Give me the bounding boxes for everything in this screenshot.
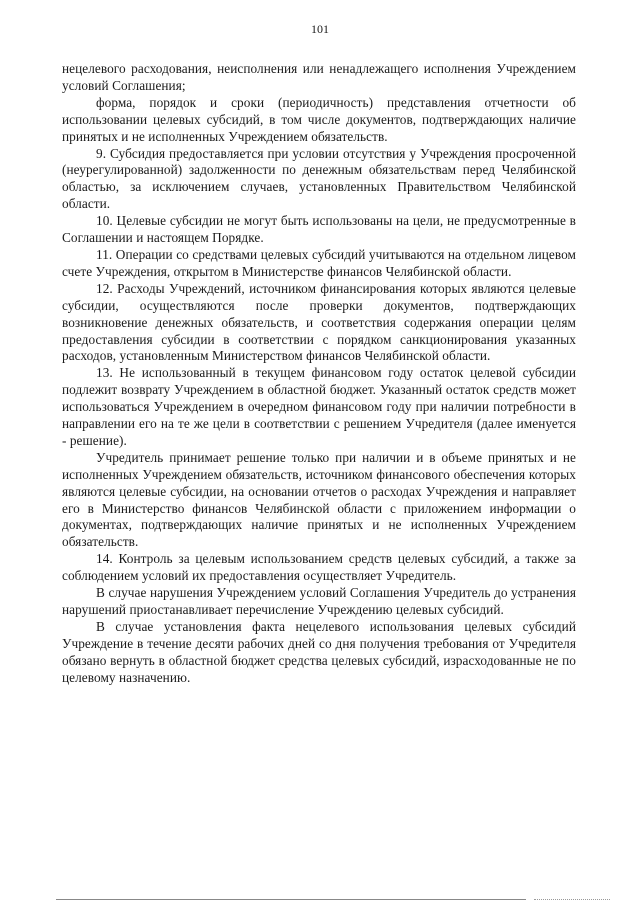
scan-edge-line-dotted (534, 899, 610, 900)
document-body (62, 61, 576, 687)
scan-edge-line (56, 899, 526, 900)
page-number: 101 (311, 22, 329, 36)
paragraph-clause-13: 13. Не использованный в текущем финансовом году остаток целевой субсидии подлежит возврату Учреждением в областной бюджет. Указанный остаток средств может использоваться Учреждением в очередном финансовом году при наличии потребности в направлении его на те же цели в соответствии с решением Учредителя (далее именуется - решение). (62, 365, 576, 448)
paragraph-clause-10: 10. Целевые субсидии не могут быть использованы на цели, не предусмотренные в Соглашении и настоящем Порядке. (62, 213, 576, 246)
paragraph-clause-14: 14. Контроль за целевым использованием средств целевых субсидий, а также за соблюдением условий их предоставления осуществляет Учредитель. (62, 551, 576, 584)
paragraph: форма, порядок и сроки (периодичность) представления отчетности об использовании целевых субсидий, в том числе документов, подтверждающих наличие принятых и не исполненных Учреждением обязательств. (62, 94, 576, 144)
paragraph: нецелевого расходования, неисполнения или ненадлежащего исполнения Учреждением условий Соглашения; (62, 61, 576, 93)
paragraph-clause-12: 12. Расходы Учреждений, источником финансирования которых являются целевые субсидии, осуществляются после проверки документов, подтверждающих возникновение денежных обязательств, и соответствия содержания операции целям предоставления субсидии в соответствии с порядком санкционирования указанных расходов, установленным Министерством финансов Челябинской области. (62, 280, 576, 364)
paragraph: Учредитель принимает решение только при наличии и в объеме принятых и не исполненных Учреждением обязательств, источником финансового обеспечения которых являются целевые субсидии, на основании отчетов о расходах Учреждения и направляет его в Министерство финансов Челябинской области с приложением информации о документах, подтверждающих наличие принятых и не исполненных Учреждением обязательств. (62, 449, 576, 550)
paragraph: В случае установления факта нецелевого использования целевых субсидий Учреждение в течение десяти рабочих дней со дня получения требования от Учредителя обязано вернуть в областной бюджет средства целевых субсидий, израсходованные не по целевому назначению. (62, 618, 576, 685)
paragraph-clause-11: 11. Операции со средствами целевых субсидий учитываются на отдельном лицевом счете Учреждения, открытом в Министерстве финансов Челябинской области. (62, 246, 576, 279)
paragraph: В случае нарушения Учреждением условий Соглашения Учредитель до устранения нарушений приостанавливает перечисление Учреждению целевых субсидий. (62, 585, 576, 617)
paragraph-clause-9: 9. Субсидия предоставляется при условии отсутствия у Учреждения просроченной (неурегулированной) задолженности по денежным обязательствам перед Челябинской областью, за исключением случаев, установленных Правительством Челябинской области. (62, 145, 576, 212)
